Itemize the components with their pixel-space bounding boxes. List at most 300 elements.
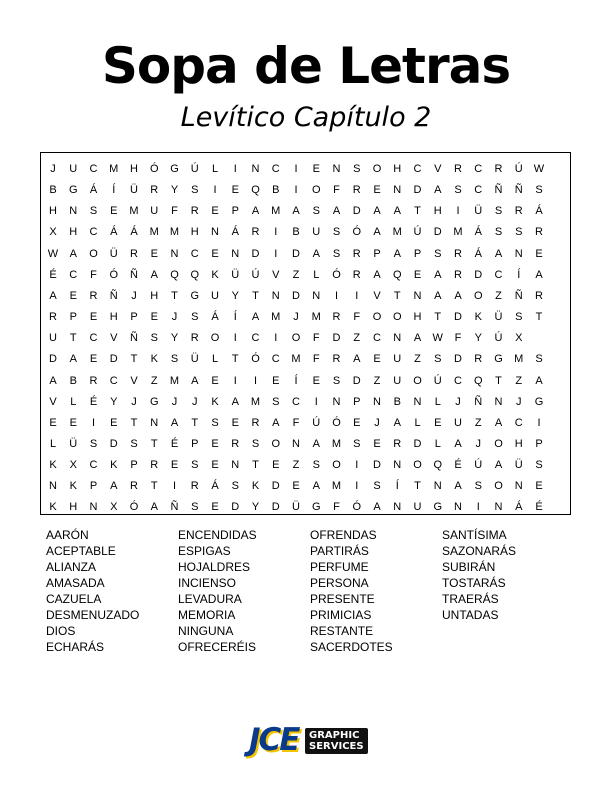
grid-letter: P <box>130 459 138 472</box>
grid-letter: Í <box>294 374 298 387</box>
word-list-item: PRIMICIAS <box>310 608 372 622</box>
grid-letter: D <box>413 184 422 197</box>
grid-letter: I <box>355 480 359 493</box>
puzzle-title: Sopa de Letras <box>101 37 511 95</box>
grid-letter: E <box>353 416 361 429</box>
grid-letter: A <box>373 501 381 514</box>
grid-letter: Á <box>231 226 239 239</box>
grid-letter: Ü <box>292 501 300 514</box>
grid-letter: A <box>69 247 77 260</box>
letter-grid <box>40 152 571 515</box>
grid-letter: Ñ <box>514 289 523 302</box>
grid-letter: E <box>312 374 320 387</box>
grid-letter: Í <box>517 268 521 281</box>
grid-letter: Ü <box>231 268 240 281</box>
grid-letter: H <box>69 501 78 514</box>
word-list-item: SACERDOTES <box>310 640 393 654</box>
grid-letter: O <box>210 332 220 345</box>
grid-letter: N <box>69 205 78 218</box>
grid-letter: P <box>130 311 138 324</box>
grid-letter: E <box>535 480 543 493</box>
grid-letter: G <box>534 395 544 408</box>
grid-letter: A <box>454 437 462 450</box>
grid-letter: R <box>251 226 260 239</box>
grid-letter: A <box>292 205 300 218</box>
grid-letter: A <box>494 247 503 260</box>
word-list-item: ALIANZA <box>46 560 97 574</box>
grid-letter: G <box>170 163 179 175</box>
grid-row <box>41 328 570 349</box>
grid-letter: C <box>89 332 98 345</box>
logo-line-2: SERVICES <box>309 741 364 752</box>
grid-letter: R <box>454 247 462 260</box>
grid-letter: S <box>231 480 239 493</box>
word-list-item: PARTIRÁS <box>310 544 369 558</box>
grid-letter: D <box>49 353 57 366</box>
grid-letter: N <box>211 226 219 239</box>
grid-letter: A <box>69 353 77 366</box>
grid-row <box>41 201 570 222</box>
grid-letter: É <box>49 268 57 281</box>
grid-letter: É <box>170 437 179 450</box>
grid-letter: É <box>535 501 543 514</box>
grid-letter: M <box>291 353 301 366</box>
grid-letter: T <box>252 459 259 472</box>
grid-letter: S <box>515 311 523 324</box>
grid-letter: I <box>274 332 278 345</box>
grid-letter: I <box>91 416 96 429</box>
grid-letter: F <box>312 353 320 366</box>
grid-letter: L <box>414 416 421 429</box>
grid-letter: E <box>373 184 381 197</box>
grid-letter: R <box>332 311 341 324</box>
grid-letter: M <box>514 353 524 366</box>
grid-letter: R <box>352 184 361 197</box>
grid-letter: Ü <box>190 353 199 366</box>
grid-letter: J <box>131 289 137 302</box>
grid-letter: Z <box>373 374 381 387</box>
grid-letter: T <box>150 480 158 493</box>
grid-letter: N <box>413 395 422 408</box>
grid-letter: J <box>475 437 481 450</box>
grid-letter: R <box>130 480 138 493</box>
grid-letter: N <box>393 332 402 345</box>
grid-letter: Ú <box>494 332 503 345</box>
grid-letter: Z <box>292 459 300 472</box>
grid-letter: R <box>49 311 57 324</box>
grid-letter: O <box>89 247 98 260</box>
grid-letter: N <box>494 395 503 408</box>
grid-letter: F <box>333 501 340 514</box>
grid-letter: M <box>271 311 281 324</box>
grid-letter: N <box>231 247 240 260</box>
grid-row <box>41 244 570 265</box>
grid-letter: G <box>311 501 321 514</box>
grid-letter: Ó <box>332 268 341 281</box>
grid-letter: J <box>131 395 137 408</box>
grid-letter: S <box>353 163 361 175</box>
grid-letter: D <box>433 226 442 239</box>
grid-letter: Y <box>231 289 239 302</box>
grid-letter: H <box>413 311 422 324</box>
word-list-item: RESTANTE <box>310 624 374 638</box>
word-list-item: SANTÍSIMA <box>442 528 507 542</box>
grid-letter: A <box>494 416 503 429</box>
grid-letter: R <box>150 459 159 472</box>
grid-letter: K <box>211 268 219 281</box>
grid-letter: R <box>190 205 199 218</box>
grid-letter: R <box>535 289 543 302</box>
grid-letter: I <box>294 184 298 197</box>
grid-letter: S <box>89 437 98 450</box>
grid-letter: S <box>191 501 199 514</box>
grid-letter: N <box>312 289 321 302</box>
grid-letter: D <box>332 332 341 345</box>
grid-letter: I <box>294 163 298 175</box>
grid-letter: D <box>109 353 118 366</box>
grid-letter: M <box>271 205 281 218</box>
grid-letter: Y <box>110 395 118 408</box>
logo-mark: JCE <box>249 722 299 758</box>
grid-letter: I <box>233 332 237 345</box>
grid-letter: O <box>494 437 503 450</box>
grid-letter: A <box>535 268 543 281</box>
grid-letter: Ó <box>352 226 362 239</box>
grid-letter: R <box>454 268 462 281</box>
grid-letter: A <box>312 437 320 450</box>
grid-letter: Ó <box>109 268 119 281</box>
logo-wordmark <box>305 728 368 754</box>
grid-letter: R <box>89 289 98 302</box>
grid-letter: M <box>453 226 463 239</box>
grid-letter: J <box>50 163 56 175</box>
grid-letter: E <box>89 353 98 366</box>
grid-letter: L <box>70 395 77 408</box>
grid-letter: E <box>373 437 381 450</box>
grid-letter: Z <box>353 332 361 345</box>
word-list-item: SAZONARÁS <box>442 544 517 558</box>
grid-letter: N <box>332 163 341 175</box>
grid-letter: H <box>150 289 159 302</box>
grid-letter: N <box>413 289 422 302</box>
word-list-item: DESMENUZADO <box>46 608 140 622</box>
grid-letter: X <box>49 226 57 239</box>
grid-letter: O <box>271 437 281 450</box>
grid-letter: U <box>150 205 159 218</box>
grid-letter: E <box>211 501 219 514</box>
grid-row <box>41 413 570 434</box>
grid-row <box>41 286 570 307</box>
grid-letter: R <box>474 353 483 366</box>
grid-letter: S <box>191 459 199 472</box>
grid-letter: A <box>494 459 503 472</box>
grid-letter: O <box>413 374 422 387</box>
grid-letter: Ñ <box>109 289 118 302</box>
grid-letter: D <box>474 268 483 281</box>
grid-letter: T <box>231 353 239 366</box>
grid-letter: G <box>149 395 159 408</box>
word-list-item: TOSTARÁS <box>442 576 506 590</box>
word-list-item: TRAERÁS <box>442 592 499 606</box>
grid-letter: E <box>150 247 158 260</box>
grid-letter: D <box>251 247 260 260</box>
grid-letter: I <box>334 289 339 302</box>
grid-letter: N <box>271 289 280 302</box>
grid-letter: K <box>150 353 158 366</box>
grid-letter: F <box>90 268 97 281</box>
grid-letter: E <box>211 374 219 387</box>
grid-letter: T <box>69 332 77 345</box>
grid-letter: X <box>515 332 523 345</box>
grid-letter: S <box>150 332 158 345</box>
grid-letter: K <box>110 459 118 472</box>
grid-letter: E <box>89 311 98 324</box>
grid-letter: N <box>89 501 98 514</box>
grid-letter: U <box>393 374 402 387</box>
grid-letter: S <box>191 184 199 197</box>
word-list-item: UNTADAS <box>442 608 499 622</box>
grid-letter: Z <box>414 353 421 366</box>
grid-letter: D <box>292 289 300 302</box>
grid-letter: Ü <box>514 459 523 472</box>
grid-letter: A <box>353 353 361 366</box>
grid-letter: C <box>514 416 523 429</box>
grid-letter: C <box>89 226 98 239</box>
grid-letter: G <box>190 289 200 302</box>
grid-letter: M <box>392 226 402 239</box>
grid-letter: Á <box>474 247 482 260</box>
grid-letter: L <box>434 437 441 450</box>
grid-letter: L <box>49 437 57 450</box>
grid-row <box>41 349 570 370</box>
grid-letter: F <box>353 311 361 324</box>
grid-letter: Q <box>251 184 260 197</box>
grid-letter: Ú <box>474 459 483 472</box>
grid-letter: J <box>516 395 522 408</box>
word-list-item: PRESENTE <box>310 592 375 606</box>
word-list-item: OFRENDAS <box>310 528 377 542</box>
grid-letter: S <box>332 226 341 239</box>
grid-letter: D <box>352 374 361 387</box>
grid-letter: J <box>171 395 178 408</box>
grid-letter: T <box>393 289 401 302</box>
grid-letter: I <box>213 184 217 197</box>
grid-letter: U <box>211 289 219 302</box>
grid-letter: M <box>169 374 180 387</box>
grid-letter: K <box>49 501 57 514</box>
grid-letter: B <box>49 184 57 197</box>
grid-letter: A <box>49 374 57 387</box>
grid-letter: E <box>69 289 77 302</box>
publisher-logo <box>249 720 363 762</box>
grid-letter: O <box>372 163 382 175</box>
grid-letter: Ú <box>413 226 422 239</box>
grid-letter: T <box>130 353 138 366</box>
grid-letter: Q <box>433 459 443 472</box>
grid-letter: S <box>312 205 320 218</box>
grid-letter: D <box>109 437 118 450</box>
grid-letter: H <box>190 226 199 239</box>
grid-letter: R <box>231 437 240 450</box>
grid-letter: R <box>514 205 523 218</box>
grid-letter: E <box>434 416 442 429</box>
grid-letter: T <box>535 311 543 324</box>
grid-letter: Ó <box>129 501 139 514</box>
puzzle-subtitle: Levítico Capítulo 2 <box>180 102 432 133</box>
grid-letter: N <box>49 480 57 493</box>
grid-letter: E <box>292 480 300 493</box>
grid-letter: Ó <box>149 163 159 175</box>
grid-row <box>41 497 570 518</box>
grid-letter: D <box>454 353 462 366</box>
grid-letter: E <box>110 205 118 218</box>
grid-letter: K <box>211 395 219 408</box>
grid-letter: O <box>413 459 422 472</box>
grid-letter: N <box>393 184 402 197</box>
grid-letter: E <box>150 311 158 324</box>
word-list-item: AMASADA <box>46 576 105 590</box>
grid-letter: I <box>233 374 237 387</box>
grid-letter: A <box>373 226 381 239</box>
grid-letter: N <box>393 459 402 472</box>
grid-letter: Á <box>535 205 543 218</box>
grid-letter: S <box>494 226 503 239</box>
grid-letter: C <box>89 163 98 175</box>
grid-letter: C <box>474 184 483 197</box>
grid-letter: C <box>271 163 280 175</box>
grid-letter: A <box>434 268 442 281</box>
grid-letter: F <box>333 184 340 197</box>
grid-letter: Ú <box>514 163 523 175</box>
grid-letter: N <box>393 501 402 514</box>
grid-letter: B <box>393 395 401 408</box>
grid-letter: Y <box>251 501 260 514</box>
grid-letter: V <box>434 163 442 175</box>
grid-letter: O <box>494 480 503 493</box>
grid-letter: C <box>413 163 422 175</box>
grid-letter: R <box>535 226 543 239</box>
grid-letter: K <box>251 480 260 493</box>
grid-letter: A <box>110 480 118 493</box>
grid-letter: Ú <box>190 163 199 175</box>
word-list-item: DIOS <box>46 624 76 638</box>
grid-letter: N <box>514 480 523 493</box>
grid-letter: O <box>473 289 483 302</box>
grid-letter: S <box>535 459 543 472</box>
grid-letter: F <box>312 332 320 345</box>
grid-letter: H <box>514 437 523 450</box>
grid-letter: D <box>271 480 280 493</box>
grid-letter: F <box>292 416 300 429</box>
grid-letter: L <box>434 395 441 408</box>
grid-letter: A <box>49 289 57 302</box>
grid-letter: Á <box>474 226 482 239</box>
grid-row <box>41 307 570 328</box>
grid-letter: O <box>332 459 341 472</box>
grid-letter: I <box>274 226 278 239</box>
grid-letter: T <box>252 289 259 302</box>
grid-letter: R <box>190 332 199 345</box>
grid-letter: C <box>373 332 381 345</box>
grid-letter: B <box>69 374 77 387</box>
word-list-column-2 <box>178 527 257 655</box>
grid-letter: J <box>293 311 299 324</box>
grid-letter: Á <box>130 226 138 239</box>
grid-letter: T <box>495 374 502 387</box>
grid-letter: Ó <box>352 501 362 514</box>
grid-letter: G <box>494 353 503 366</box>
grid-letter: O <box>392 311 402 324</box>
grid-letter: V <box>130 374 138 387</box>
grid-row <box>41 392 570 413</box>
grid-letter: E <box>170 459 179 472</box>
grid-letter: Q <box>170 268 179 281</box>
grid-letter: S <box>353 437 361 450</box>
word-list-item: ECHARÁS <box>46 640 105 654</box>
grid-letter: J <box>192 395 198 408</box>
grid-letter: Ñ <box>130 332 138 345</box>
grid-letter: T <box>414 205 421 218</box>
grid-letter: S <box>272 395 280 408</box>
grid-letter: B <box>292 226 300 239</box>
grid-letter: O <box>291 332 301 345</box>
grid-letter: C <box>190 247 199 260</box>
grid-letter: E <box>231 184 239 197</box>
grid-letter: E <box>413 268 422 281</box>
grid-letter: Z <box>150 374 158 387</box>
grid-letter: S <box>211 416 219 429</box>
grid-letter: F <box>171 205 178 218</box>
grid-letter: C <box>292 395 300 408</box>
grid-letter: N <box>150 416 159 429</box>
grid-letter: A <box>434 184 442 197</box>
grid-letter: Ó <box>251 353 260 366</box>
grid-letter: Z <box>515 374 523 387</box>
grid-letter: C <box>251 332 260 345</box>
grid-letter: N <box>332 395 341 408</box>
grid-letter: Ü <box>69 437 78 450</box>
grid-letter: I <box>233 163 237 175</box>
grid-letter: A <box>231 395 239 408</box>
grid-letter: Á <box>110 226 118 239</box>
grid-letter: H <box>130 163 138 175</box>
grid-letter: T <box>171 289 178 302</box>
grid-letter: D <box>454 311 462 324</box>
grid-letter: I <box>253 374 258 387</box>
grid-letter: C <box>494 268 503 281</box>
grid-letter: A <box>393 247 401 260</box>
grid-letter: E <box>272 459 280 472</box>
grid-letter: W <box>47 247 59 260</box>
grid-letter: C <box>69 268 78 281</box>
grid-letter: S <box>535 353 543 366</box>
grid-letter: Á <box>211 480 219 493</box>
grid-letter: U <box>454 416 462 429</box>
grid-letter: U <box>393 353 402 366</box>
grid-letter: E <box>49 416 57 429</box>
grid-letter: J <box>171 311 178 324</box>
grid-letter: M <box>149 226 159 239</box>
grid-letter: Í <box>233 311 237 324</box>
word-list-item: AARÓN <box>46 528 89 542</box>
grid-letter: M <box>331 480 342 493</box>
grid-letter: G <box>433 501 443 514</box>
grid-letter: R <box>332 353 341 366</box>
grid-letter: I <box>355 459 359 472</box>
grid-letter: R <box>352 268 361 281</box>
grid-letter: S <box>434 247 442 260</box>
grid-letter: Ñ <box>494 184 503 197</box>
